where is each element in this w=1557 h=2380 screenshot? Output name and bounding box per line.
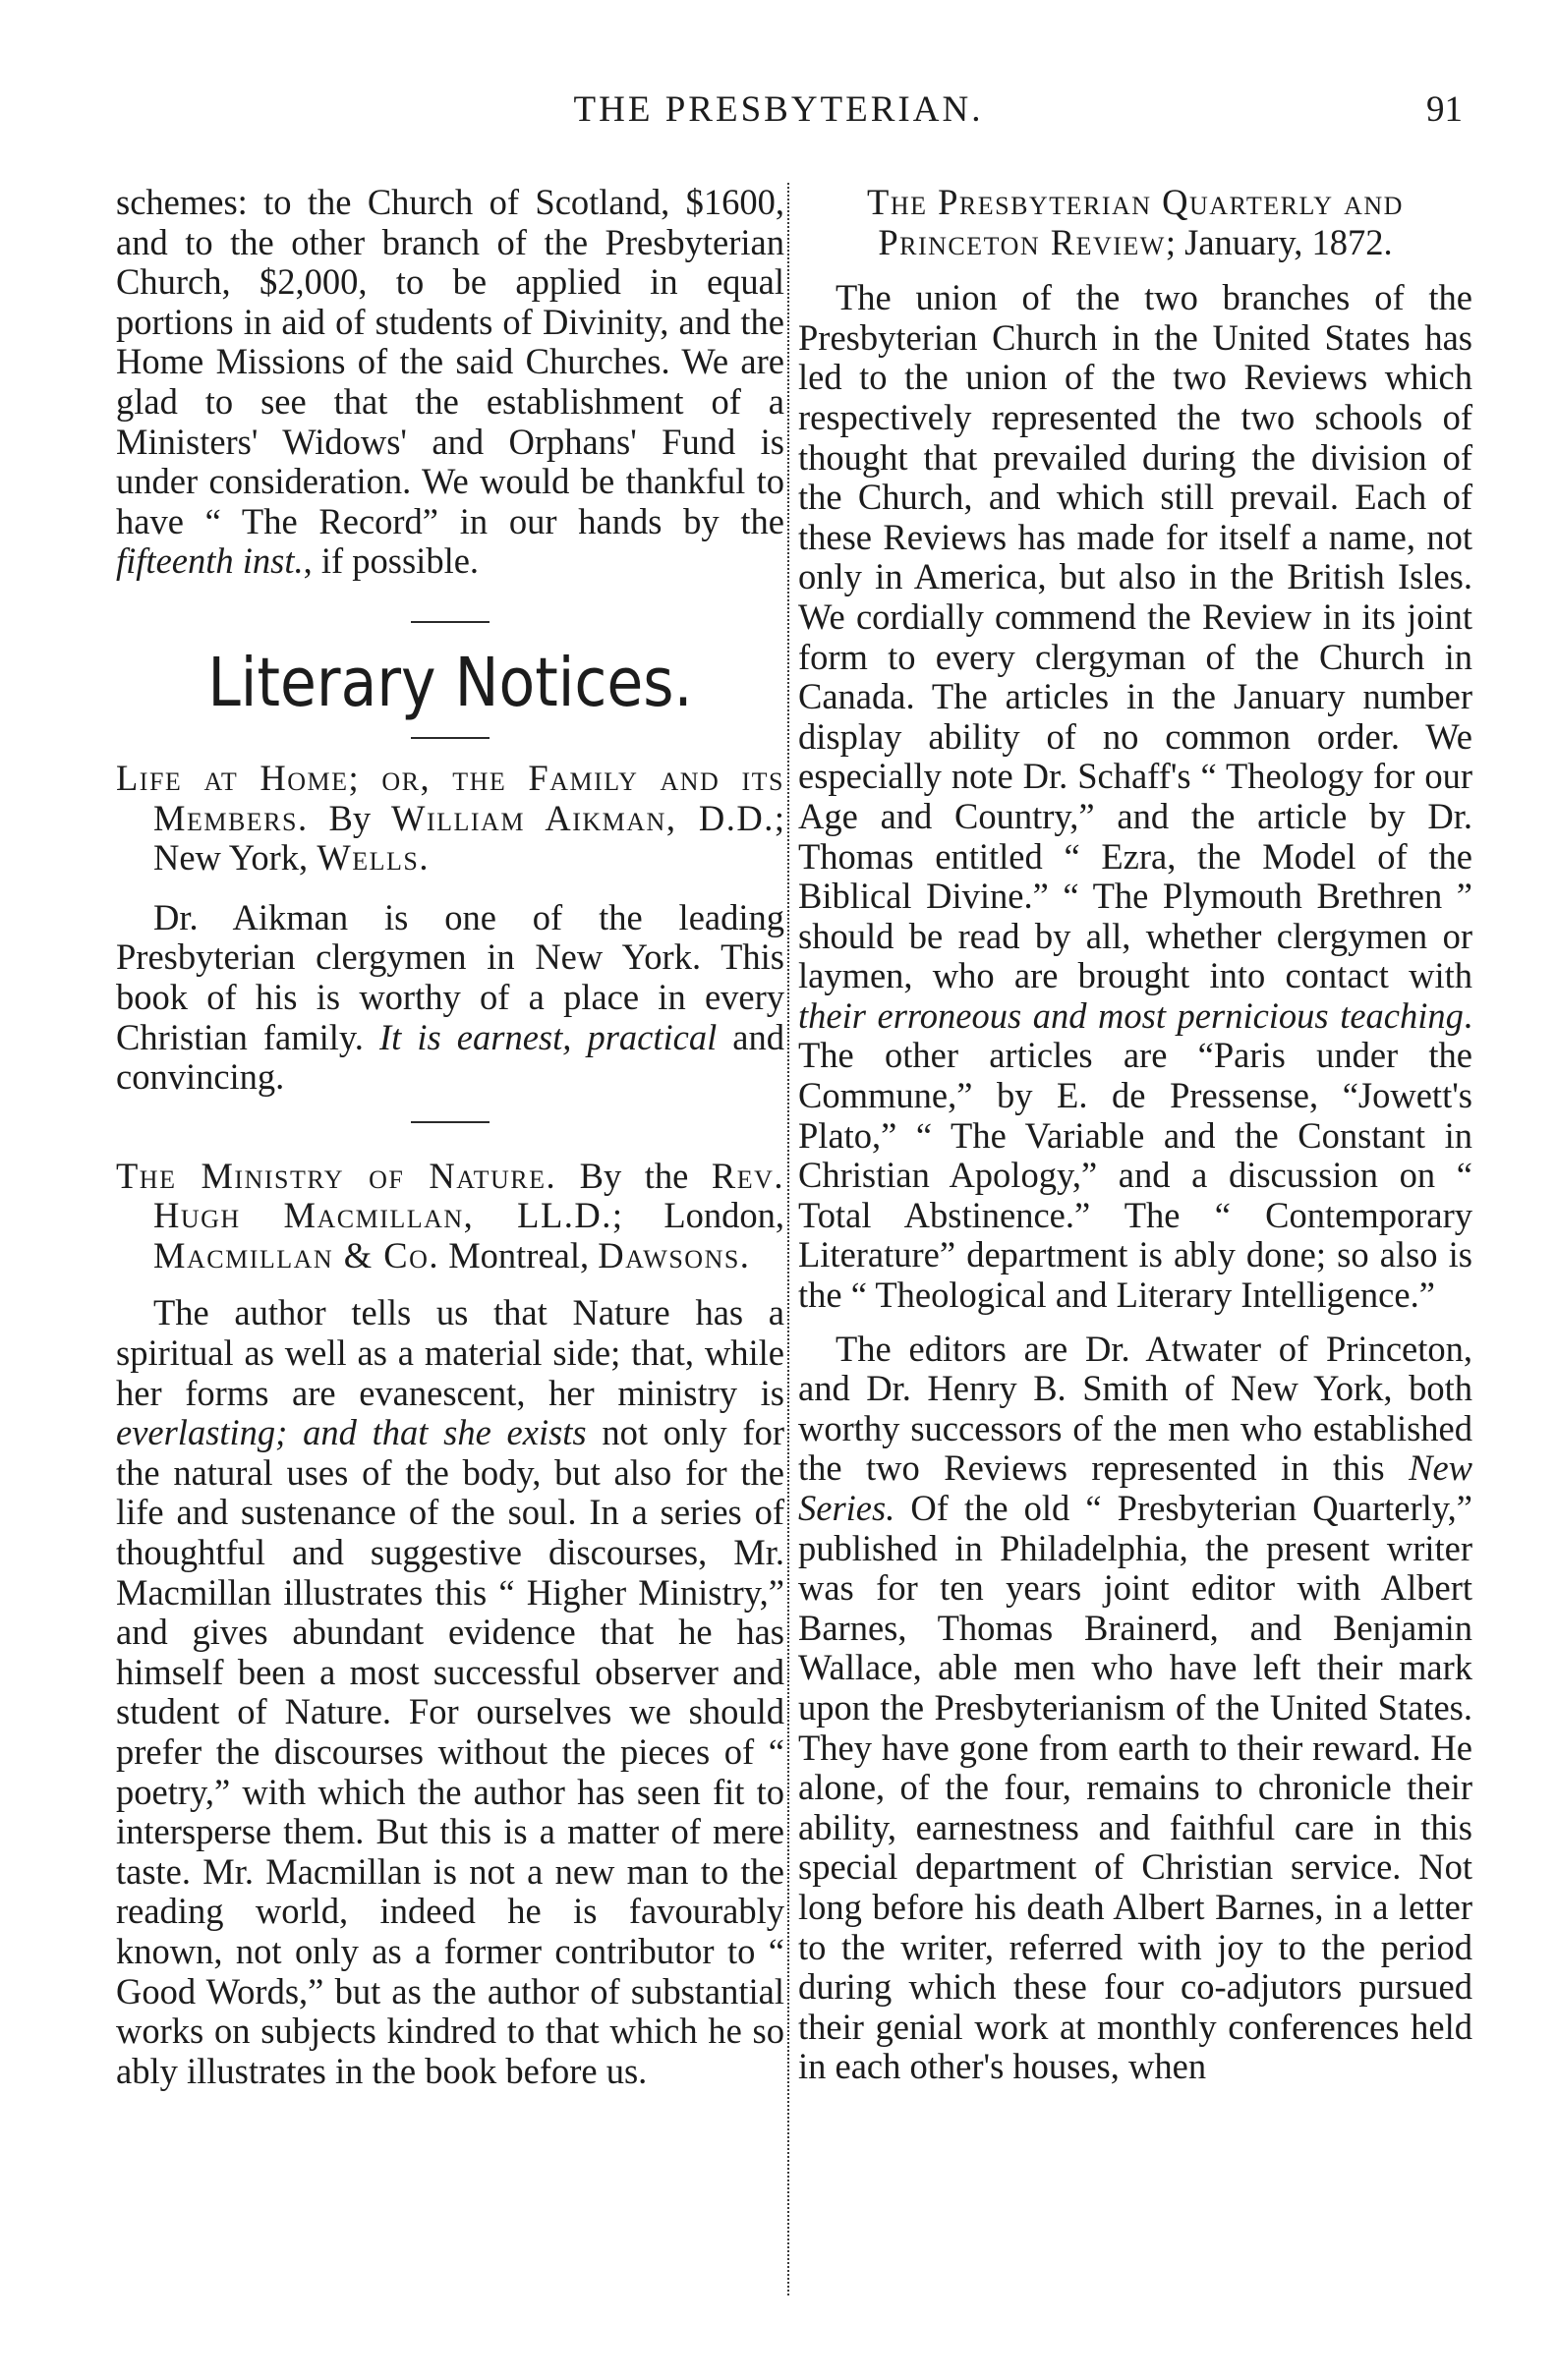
review-paragraph-2 xyxy=(798,1330,1472,2087)
intro-text: schemes: to the Church of Scotland, $1600, and to the other branch of the Presbyterian Church, $2,000, to be applied in equal portions in aid of students of Divinity, and the Home Missions of the said Churches. We are glad to see that the establishment of a Ministers' Widows' and Orphans' Fund is under consideration. We would be thankful to have “ The Record” in our hands by the xyxy=(116,182,784,541)
page-title: THE PRESBYTERIAN. xyxy=(573,89,984,130)
divider-rule xyxy=(411,1121,490,1123)
notice-1-text: Dr. Aikman is one of the leading Presbyterian clergymen in New York. This book of his is worthy of a place in every Christian family. xyxy=(116,896,784,1057)
review-end-2: Of the old “ Presbyterian Quarterly,” published in Philadelphia, the present writer was for ten years joint editor with Albert Barnes, Thomas Brainerd, and Benjamin Wallace, able men who have left their mark upon the Presbyterianism of the United States. They have gone from earth to their reward. He alone, of the four, remains to chronicle their ability, earnestness and faithful care in this special department of Christian service. Not long before his death Albert Barnes, in a letter to the writer, referred with joy to the period during which these four co-adjutors pursued their genial work at monthly conferences held in each other's houses, when xyxy=(798,1488,1472,2087)
review-emphasis-1: their erroneous and most pernicious teaching xyxy=(798,994,1464,1036)
by-text: By the xyxy=(556,1155,712,1196)
bookseller-name: Dawsons. xyxy=(598,1234,751,1275)
review-text-2: The editors are Dr. Atwater of Princeton, and Dr. Henry B. Smith of New York, both worthy successors of the men who established the two Reviews represented in this xyxy=(798,1328,1472,1489)
review-date: ; January, 1872. xyxy=(1165,221,1393,262)
divider-rule xyxy=(411,621,490,623)
notice-2-emphasis: everlasting; and that she exists xyxy=(116,1412,587,1453)
review-end-1: . The other articles are “Paris under the Commune,” by E. de Pressense, “Jowett's Plato,” “ The Variable and the Constant in Christian Apology,” and a discussion on “ Total Abstinence.” The “ Contemporary Literature” department is ably done; so also is the “ Theological and Literary Intelligence.” xyxy=(798,994,1472,1316)
right-column xyxy=(798,183,1472,2286)
notice-2-end: not only for the natural uses of the body, but also for the life and sustenance of the soul. In a series of thoughtful and suggestive discourses, Mr. Macmillan illustrates this “ Higher Ministry,” and gives abundant evidence that he has himself been a most successful observer and student of Nature. For ourselves we should prefer the discourses without the pieces of “ poetry,” with which the author has seen fit to intersperse them. But this is a matter of mere taste. Mr. Macmillan is not a new man to the reading world, indeed he is favourably known, not only as a former contributor to “ Good Words,” but as the author of substantial works on subjects kindred to that which he so ably illustrates in the book before us. xyxy=(116,1412,784,2091)
city-text: Montreal, xyxy=(439,1234,599,1275)
review-title: The Presbyterian Quarterly and Princeton Review xyxy=(867,182,1404,262)
book-title: Life at Home; or, the Family and its Members. xyxy=(116,757,784,838)
divider-rule xyxy=(411,737,490,739)
notice-2-body xyxy=(116,1293,784,2091)
intro-emphasis: fifteenth inst. xyxy=(116,540,304,582)
review-paragraph-1 xyxy=(798,278,1472,1315)
notice-1-citation xyxy=(116,759,784,878)
left-column xyxy=(116,183,784,2286)
intro-paragraph xyxy=(116,183,784,582)
book-author: William Aikman, D.D. xyxy=(391,797,775,838)
publisher-name: Wells. xyxy=(317,837,430,878)
publisher-text: ; London, xyxy=(611,1195,785,1236)
intro-end: , if possible. xyxy=(303,540,480,582)
publisher-name: Macmillan & Co. xyxy=(153,1234,440,1275)
review-text-1: The union of the two branches of the Presbyterian Church in the United States has led to the union of the two Reviews which respectively represented the two schools of thought that prevailed during the division of the Church, and which still prevail. Each of these Reviews has made for itself a name, not only in America, but also in the British Isles. We cordially commend the Review in its joint form to every clergyman of the Church in Canada. The articles in the January number display ability of no common order. We especially note Dr. Schaff's “ Theology for our Age and Country,” and the article by Dr. Thomas entitled “ Ezra, the Model of the Biblical Divine.” “ The Plymouth Brethren ” should be read by all, whether clergymen or laymen, who are brought into contact with xyxy=(798,277,1472,996)
column-divider xyxy=(787,183,789,2295)
notice-1-emphasis: It is earnest, practical xyxy=(379,1016,718,1057)
review-heading xyxy=(798,183,1472,262)
notice-2-citation xyxy=(116,1157,784,1276)
book-title: The Ministry of Nature. xyxy=(116,1155,557,1196)
notice-1-end: and convincing. xyxy=(116,1016,785,1098)
section-heading: Literary Notices. xyxy=(207,643,693,723)
review-emphasis-2: New Series. xyxy=(798,1447,1472,1528)
notice-1-body xyxy=(116,898,784,1098)
page-number: 91 xyxy=(1426,89,1463,130)
publisher-text: ; New York, xyxy=(153,797,784,878)
notice-2-text: The author tells us that Nature has a spiritual as well as a material side; that, while her forms are evanescent, her ministry is xyxy=(116,1292,784,1413)
by-text: By xyxy=(308,797,392,838)
running-head xyxy=(0,88,1557,138)
book-author: Rev. Hugh Macmillan, LL.D. xyxy=(153,1155,784,1236)
